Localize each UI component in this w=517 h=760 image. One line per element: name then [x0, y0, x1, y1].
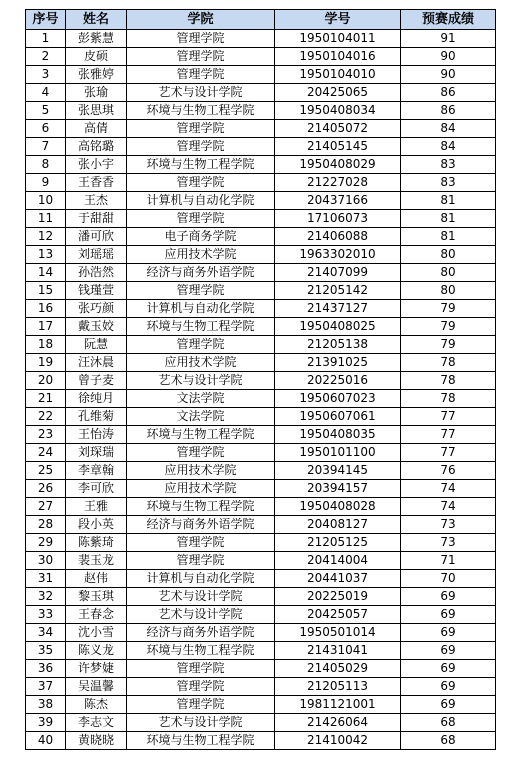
cell-college: 管理学院: [127, 660, 275, 678]
cell-student-id: 20441037: [275, 570, 401, 588]
table-row: [26, 462, 496, 480]
cell-seq: 10: [26, 192, 66, 210]
cell-score: 81: [401, 192, 496, 210]
cell-name: 孙浩然: [66, 264, 127, 282]
cell-name: 刘瑶瑶: [66, 246, 127, 264]
table-row: [26, 264, 496, 282]
cell-score: 80: [401, 264, 496, 282]
cell-score: 68: [401, 714, 496, 732]
cell-seq: 6: [26, 120, 66, 138]
cell-college: 管理学院: [127, 534, 275, 552]
cell-student-id: 20225016: [275, 372, 401, 390]
cell-college: 经济与商务外语学院: [127, 624, 275, 642]
cell-score: 69: [401, 642, 496, 660]
table-row: [26, 552, 496, 570]
cell-seq: 32: [26, 588, 66, 606]
cell-score: 78: [401, 372, 496, 390]
cell-score: 78: [401, 390, 496, 408]
cell-name: 张瑜: [66, 84, 127, 102]
table-row: [26, 534, 496, 552]
cell-seq: 7: [26, 138, 66, 156]
cell-student-id: 20394157: [275, 480, 401, 498]
cell-college: 艺术与设计学院: [127, 606, 275, 624]
cell-student-id: 21405072: [275, 120, 401, 138]
table-row: [26, 300, 496, 318]
table-row: [26, 714, 496, 732]
table-row: [26, 408, 496, 426]
table-row: [26, 426, 496, 444]
cell-score: 69: [401, 624, 496, 642]
cell-name: 许梦婕: [66, 660, 127, 678]
cell-name: 陈义龙: [66, 642, 127, 660]
cell-seq: 29: [26, 534, 66, 552]
cell-college: 环境与生物工程学院: [127, 156, 275, 174]
cell-student-id: 21407099: [275, 264, 401, 282]
cell-name: 裴玉龙: [66, 552, 127, 570]
cell-college: 文法学院: [127, 390, 275, 408]
table-row: [26, 498, 496, 516]
cell-score: 83: [401, 174, 496, 192]
cell-student-id: 17106073: [275, 210, 401, 228]
cell-name: 吴温馨: [66, 678, 127, 696]
cell-score: 79: [401, 336, 496, 354]
cell-seq: 37: [26, 678, 66, 696]
cell-score: 69: [401, 660, 496, 678]
cell-student-id: 1950607061: [275, 408, 401, 426]
cell-score: 90: [401, 66, 496, 84]
cell-score: 74: [401, 480, 496, 498]
cell-college: 经济与商务外语学院: [127, 516, 275, 534]
cell-name: 段小英: [66, 516, 127, 534]
cell-college: 艺术与设计学院: [127, 714, 275, 732]
cell-student-id: 20408127: [275, 516, 401, 534]
table-row: [26, 516, 496, 534]
cell-college: 文法学院: [127, 408, 275, 426]
cell-name: 汪沐晨: [66, 354, 127, 372]
cell-student-id: 1950101100: [275, 444, 401, 462]
cell-name: 黎玉琪: [66, 588, 127, 606]
table-row: [26, 138, 496, 156]
cell-college: 管理学院: [127, 552, 275, 570]
table-row: [26, 480, 496, 498]
cell-seq: 38: [26, 696, 66, 714]
cell-seq: 39: [26, 714, 66, 732]
cell-college: 计算机与自动化学院: [127, 300, 275, 318]
cell-score: 76: [401, 462, 496, 480]
cell-score: 80: [401, 246, 496, 264]
cell-seq: 18: [26, 336, 66, 354]
cell-student-id: 1950104011: [275, 30, 401, 48]
cell-score: 84: [401, 120, 496, 138]
cell-name: 彭紫慧: [66, 30, 127, 48]
cell-seq: 2: [26, 48, 66, 66]
cell-name: 戴玉姣: [66, 318, 127, 336]
table-row: [26, 318, 496, 336]
table-row: [26, 282, 496, 300]
cell-name: 王怡涛: [66, 426, 127, 444]
cell-student-id: 20394145: [275, 462, 401, 480]
cell-college: 管理学院: [127, 678, 275, 696]
cell-score: 70: [401, 570, 496, 588]
cell-seq: 5: [26, 102, 66, 120]
cell-student-id: 21205125: [275, 534, 401, 552]
cell-college: 管理学院: [127, 696, 275, 714]
cell-seq: 4: [26, 84, 66, 102]
cell-student-id: 1950408029: [275, 156, 401, 174]
cell-college: 环境与生物工程学院: [127, 642, 275, 660]
cell-score: 77: [401, 408, 496, 426]
table-row: [26, 678, 496, 696]
cell-seq: 3: [26, 66, 66, 84]
table-row: [26, 48, 496, 66]
cell-college: 管理学院: [127, 336, 275, 354]
cell-name: 黄晓晓: [66, 732, 127, 750]
cell-student-id: 21431041: [275, 642, 401, 660]
cell-college: 环境与生物工程学院: [127, 498, 275, 516]
header-name: 姓名: [66, 10, 127, 30]
cell-seq: 22: [26, 408, 66, 426]
cell-score: 86: [401, 102, 496, 120]
cell-name: 沈小雪: [66, 624, 127, 642]
cell-name: 李可欣: [66, 480, 127, 498]
cell-seq: 25: [26, 462, 66, 480]
cell-student-id: 21426064: [275, 714, 401, 732]
cell-student-id: 21410042: [275, 732, 401, 750]
cell-student-id: 21391025: [275, 354, 401, 372]
cell-college: 艺术与设计学院: [127, 588, 275, 606]
results-table: [25, 9, 496, 750]
cell-score: 69: [401, 606, 496, 624]
cell-student-id: 1950104016: [275, 48, 401, 66]
cell-seq: 9: [26, 174, 66, 192]
cell-name: 孔维菊: [66, 408, 127, 426]
cell-seq: 14: [26, 264, 66, 282]
cell-college: 管理学院: [127, 210, 275, 228]
table-row: [26, 192, 496, 210]
cell-seq: 20: [26, 372, 66, 390]
cell-college: 应用技术学院: [127, 462, 275, 480]
cell-student-id: 21205138: [275, 336, 401, 354]
cell-student-id: 21227028: [275, 174, 401, 192]
cell-score: 68: [401, 732, 496, 750]
cell-college: 管理学院: [127, 138, 275, 156]
table-row: [26, 174, 496, 192]
cell-score: 69: [401, 678, 496, 696]
cell-name: 徐纯月: [66, 390, 127, 408]
cell-name: 王香香: [66, 174, 127, 192]
cell-student-id: 21405145: [275, 138, 401, 156]
cell-student-id: 1950501014: [275, 624, 401, 642]
cell-name: 潘可欣: [66, 228, 127, 246]
cell-name: 陈杰: [66, 696, 127, 714]
table-row: [26, 354, 496, 372]
cell-name: 赵伟: [66, 570, 127, 588]
cell-score: 84: [401, 138, 496, 156]
cell-seq: 34: [26, 624, 66, 642]
cell-seq: 28: [26, 516, 66, 534]
cell-college: 管理学院: [127, 444, 275, 462]
cell-college: 计算机与自动化学院: [127, 192, 275, 210]
header-score: 预赛成绩: [401, 10, 496, 30]
cell-score: 74: [401, 498, 496, 516]
cell-student-id: 21205113: [275, 678, 401, 696]
cell-score: 73: [401, 534, 496, 552]
cell-score: 79: [401, 318, 496, 336]
cell-college: 管理学院: [127, 48, 275, 66]
table-row: [26, 246, 496, 264]
cell-student-id: 1950607023: [275, 390, 401, 408]
cell-student-id: 1950408025: [275, 318, 401, 336]
cell-college: 管理学院: [127, 174, 275, 192]
cell-name: 张雅婷: [66, 66, 127, 84]
cell-seq: 21: [26, 390, 66, 408]
cell-seq: 31: [26, 570, 66, 588]
header-student-id: 学号: [275, 10, 401, 30]
cell-name: 于甜甜: [66, 210, 127, 228]
cell-seq: 17: [26, 318, 66, 336]
cell-college: 电子商务学院: [127, 228, 275, 246]
cell-score: 81: [401, 210, 496, 228]
cell-college: 艺术与设计学院: [127, 372, 275, 390]
cell-college: 经济与商务外语学院: [127, 264, 275, 282]
cell-name: 刘琛瑞: [66, 444, 127, 462]
cell-college: 管理学院: [127, 30, 275, 48]
table-row: [26, 120, 496, 138]
table-row: [26, 444, 496, 462]
table-row: [26, 66, 496, 84]
cell-student-id: 21405029: [275, 660, 401, 678]
cell-college: 计算机与自动化学院: [127, 570, 275, 588]
cell-college: 环境与生物工程学院: [127, 318, 275, 336]
cell-seq: 33: [26, 606, 66, 624]
table-body: [26, 30, 496, 750]
cell-name: 张思琪: [66, 102, 127, 120]
cell-score: 86: [401, 84, 496, 102]
header-college: 学院: [127, 10, 275, 30]
cell-seq: 23: [26, 426, 66, 444]
table-row: [26, 732, 496, 750]
table-row: [26, 336, 496, 354]
cell-name: 王雅: [66, 498, 127, 516]
cell-name: 张小宇: [66, 156, 127, 174]
cell-seq: 35: [26, 642, 66, 660]
cell-student-id: 20414004: [275, 552, 401, 570]
cell-name: 钱瑾萱: [66, 282, 127, 300]
cell-seq: 16: [26, 300, 66, 318]
cell-score: 81: [401, 228, 496, 246]
header-row: [26, 10, 496, 30]
table-row: [26, 210, 496, 228]
cell-college: 环境与生物工程学院: [127, 102, 275, 120]
cell-student-id: 1981121001: [275, 696, 401, 714]
cell-college: 环境与生物工程学院: [127, 732, 275, 750]
cell-student-id: 20437166: [275, 192, 401, 210]
cell-seq: 30: [26, 552, 66, 570]
cell-name: 王杰: [66, 192, 127, 210]
cell-college: 艺术与设计学院: [127, 84, 275, 102]
cell-score: 78: [401, 354, 496, 372]
table-row: [26, 660, 496, 678]
cell-score: 77: [401, 444, 496, 462]
cell-name: 皮硕: [66, 48, 127, 66]
table-row: [26, 696, 496, 714]
table-row: [26, 30, 496, 48]
cell-score: 73: [401, 516, 496, 534]
cell-name: 阮慧: [66, 336, 127, 354]
cell-seq: 26: [26, 480, 66, 498]
cell-student-id: 20225019: [275, 588, 401, 606]
cell-student-id: 1950408035: [275, 426, 401, 444]
cell-student-id: 21437127: [275, 300, 401, 318]
cell-student-id: 20425057: [275, 606, 401, 624]
cell-score: 77: [401, 426, 496, 444]
cell-score: 69: [401, 696, 496, 714]
cell-seq: 36: [26, 660, 66, 678]
table-row: [26, 642, 496, 660]
cell-score: 90: [401, 48, 496, 66]
cell-name: 张巧颜: [66, 300, 127, 318]
cell-name: 高倩: [66, 120, 127, 138]
cell-college: 管理学院: [127, 282, 275, 300]
cell-score: 69: [401, 588, 496, 606]
cell-student-id: 21406088: [275, 228, 401, 246]
cell-name: 李章翰: [66, 462, 127, 480]
table-row: [26, 390, 496, 408]
cell-college: 应用技术学院: [127, 354, 275, 372]
cell-college: 应用技术学院: [127, 480, 275, 498]
table-row: [26, 156, 496, 174]
cell-name: 高铭璐: [66, 138, 127, 156]
cell-name: 曾子麦: [66, 372, 127, 390]
cell-name: 陈紫琦: [66, 534, 127, 552]
cell-student-id: 20425065: [275, 84, 401, 102]
cell-score: 80: [401, 282, 496, 300]
cell-student-id: 1963302010: [275, 246, 401, 264]
cell-name: 李志文: [66, 714, 127, 732]
table-row: [26, 102, 496, 120]
cell-seq: 13: [26, 246, 66, 264]
cell-seq: 8: [26, 156, 66, 174]
cell-seq: 19: [26, 354, 66, 372]
header-seq: 序号: [26, 10, 66, 30]
cell-college: 应用技术学院: [127, 246, 275, 264]
cell-student-id: 21205142: [275, 282, 401, 300]
cell-college: 管理学院: [127, 120, 275, 138]
cell-seq: 15: [26, 282, 66, 300]
cell-score: 71: [401, 552, 496, 570]
cell-seq: 27: [26, 498, 66, 516]
table-header: [26, 10, 496, 30]
cell-student-id: 1950104010: [275, 66, 401, 84]
cell-seq: 11: [26, 210, 66, 228]
cell-student-id: 1950408034: [275, 102, 401, 120]
cell-score: 79: [401, 300, 496, 318]
cell-score: 83: [401, 156, 496, 174]
table-row: [26, 588, 496, 606]
table-row: [26, 624, 496, 642]
table-row: [26, 372, 496, 390]
cell-college: 环境与生物工程学院: [127, 426, 275, 444]
cell-seq: 1: [26, 30, 66, 48]
cell-score: 91: [401, 30, 496, 48]
cell-seq: 24: [26, 444, 66, 462]
cell-seq: 12: [26, 228, 66, 246]
table-row: [26, 84, 496, 102]
table-row: [26, 228, 496, 246]
table-row: [26, 570, 496, 588]
cell-student-id: 1950408028: [275, 498, 401, 516]
cell-seq: 40: [26, 732, 66, 750]
cell-name: 王春念: [66, 606, 127, 624]
cell-college: 管理学院: [127, 66, 275, 84]
table-row: [26, 606, 496, 624]
